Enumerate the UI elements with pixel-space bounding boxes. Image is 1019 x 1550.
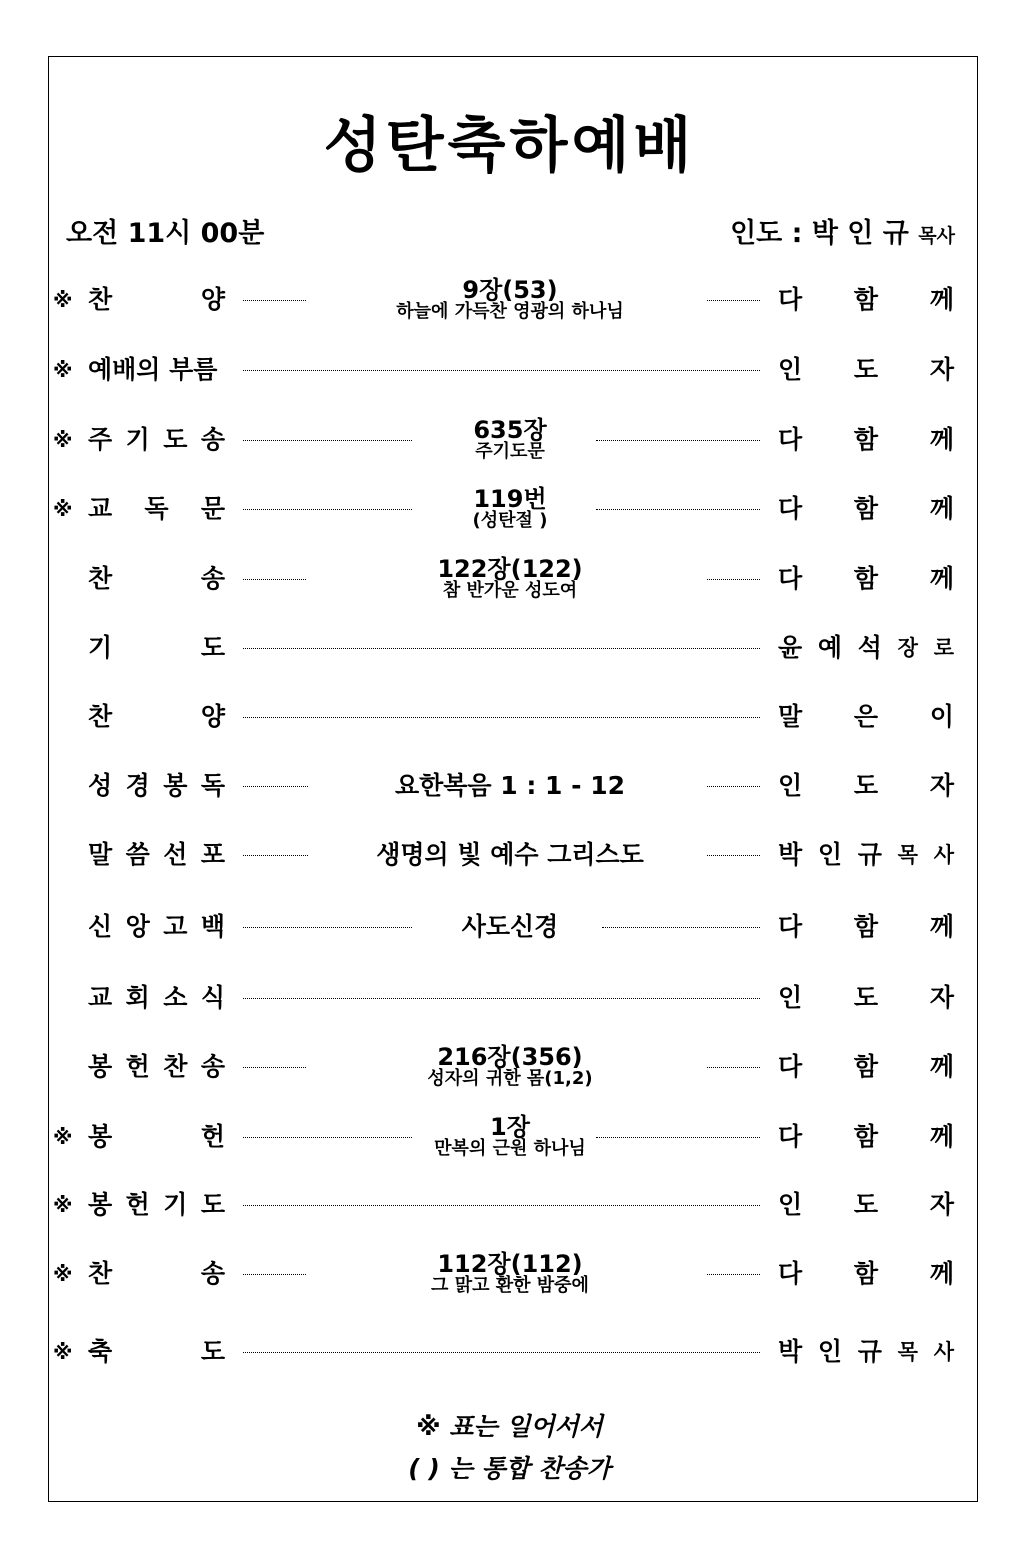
item-role-char: 께 — [929, 912, 954, 941]
item-role-char: 자 — [929, 983, 954, 1012]
standing-mark: ※ — [53, 1193, 73, 1217]
item-label-char: 앙 — [125, 912, 150, 941]
item-label-char: 기 — [88, 633, 113, 662]
hymn-title: (성탄절 ) — [472, 510, 548, 532]
item-role-char: 석 — [857, 633, 882, 662]
item-role-char: 도 — [853, 983, 879, 1012]
dotted-leader — [243, 717, 760, 718]
item-label-char: 교 — [88, 983, 113, 1012]
item-label — [88, 839, 225, 871]
item-label-char: 도 — [200, 1190, 225, 1219]
leader-prefix: 인도 : — [730, 218, 812, 249]
dotted-leader — [707, 855, 760, 856]
item-label-char: 독 — [144, 494, 169, 523]
item-role-char: 인 — [778, 1190, 803, 1219]
hymn-number: 112장(112) — [437, 1249, 583, 1278]
item-label-char: 봉 — [88, 1052, 113, 1081]
item-role-char: 함 — [853, 1122, 879, 1151]
service-item — [0, 410, 1019, 470]
item-label — [88, 284, 225, 316]
item-detail — [320, 1042, 700, 1090]
item-detail — [320, 554, 700, 602]
item-label-char: 기 — [125, 425, 150, 454]
item-label-char: 독 — [200, 771, 225, 800]
item-role — [778, 701, 954, 733]
item-label-char: 씀 — [125, 840, 150, 869]
item-role-char: 자 — [929, 771, 954, 800]
item-role-char: 함 — [853, 285, 879, 314]
item-detail — [320, 1112, 700, 1160]
item-role-char: 께 — [929, 1052, 954, 1081]
item-label-char: 찬 — [88, 285, 113, 314]
item-role — [778, 1051, 954, 1083]
service-time: 오전 11시 00분 — [66, 218, 265, 249]
dotted-leader — [707, 579, 760, 580]
item-role-char: 함 — [853, 494, 879, 523]
standing-mark: ※ — [53, 428, 73, 452]
item-role-char: 로 — [933, 636, 954, 660]
dotted-leader — [707, 786, 760, 787]
item-text: 사도신경 — [461, 911, 559, 941]
item-label-char: 봉 — [88, 1122, 113, 1151]
item-role-char: 장 — [897, 636, 918, 660]
item-label-char: 소 — [163, 983, 188, 1012]
item-role-char: 께 — [929, 285, 954, 314]
item-text: 요한복음 1 : 1 - 12 — [394, 770, 626, 800]
item-role-char: 사 — [933, 843, 954, 867]
service-item — [0, 968, 1019, 1028]
footer-note: ( ) 는 통합 찬송가 — [408, 1454, 611, 1483]
service-item — [0, 479, 1019, 539]
item-text: 생명의 빛 예수 그리스도 — [376, 839, 644, 869]
item-label — [88, 1189, 225, 1221]
leader-name: 박 인 규 — [811, 218, 909, 249]
item-label-char: 송 — [200, 1259, 225, 1288]
hymn-title: 주기도문 — [475, 441, 545, 463]
item-role-char: 목 — [897, 843, 918, 867]
service-item — [0, 687, 1019, 747]
item-label — [88, 701, 225, 733]
dotted-leader — [243, 370, 760, 371]
service-item — [0, 1244, 1019, 1304]
item-label-char: 기 — [163, 1190, 188, 1219]
item-label-char: 봉 — [163, 771, 188, 800]
service-item — [0, 270, 1019, 330]
dotted-leader — [243, 1274, 306, 1275]
item-label-char: 식 — [200, 983, 225, 1012]
service-item — [0, 1107, 1019, 1167]
standing-mark: ※ — [53, 1125, 73, 1149]
item-role — [778, 493, 954, 525]
item-role-char: 윤 — [778, 633, 803, 662]
standing-mark: ※ — [53, 1262, 73, 1286]
item-label — [88, 1051, 225, 1083]
item-role-char: 박 — [778, 1337, 803, 1366]
item-label-char: 도 — [200, 633, 225, 662]
hymn-number: 1장 — [490, 1112, 530, 1141]
dotted-leader — [243, 1352, 760, 1353]
item-label-char: 헌 — [200, 1122, 225, 1151]
item-role-char: 함 — [853, 425, 879, 454]
hymn-number: 635장 — [473, 415, 547, 444]
standing-mark: ※ — [53, 288, 73, 312]
item-role-char: 께 — [929, 425, 954, 454]
item-role-char: 규 — [857, 1337, 882, 1366]
service-item — [0, 756, 1019, 816]
item-role-char: 다 — [778, 494, 803, 523]
hymn-title: 참 반가운 성도여 — [442, 580, 578, 602]
item-role-char: 규 — [857, 840, 882, 869]
item-role-char: 함 — [853, 1259, 879, 1288]
item-role-char: 다 — [778, 285, 803, 314]
item-role-char: 예 — [817, 633, 843, 662]
item-label — [88, 354, 225, 386]
item-detail — [320, 484, 700, 532]
dotted-leader — [243, 786, 308, 787]
item-label-char: 송 — [200, 564, 225, 593]
item-role-char: 도 — [853, 771, 879, 800]
dotted-leader — [243, 579, 306, 580]
item-detail — [320, 839, 700, 869]
dotted-leader — [707, 300, 760, 301]
dotted-leader — [243, 1067, 306, 1068]
item-label-char: 고 — [163, 912, 188, 941]
item-label — [88, 770, 225, 802]
item-label — [88, 1258, 225, 1290]
item-role-char: 인 — [778, 771, 803, 800]
leader-title: 목사 — [918, 225, 955, 247]
dotted-leader — [243, 855, 308, 856]
service-item — [0, 1175, 1019, 1235]
item-label-char: 주 — [88, 425, 113, 454]
item-role-char: 다 — [778, 912, 803, 941]
item-role-char: 인 — [817, 1337, 843, 1366]
item-label-char: 찬 — [88, 564, 113, 593]
item-label-char: 송 — [200, 1052, 225, 1081]
item-label-char: 축 — [88, 1337, 113, 1366]
item-label-char: 헌 — [125, 1052, 150, 1081]
item-role-char: 다 — [778, 1122, 803, 1151]
item-role-char: 께 — [929, 564, 954, 593]
item-role-char: 께 — [929, 1259, 954, 1288]
item-role — [778, 839, 954, 871]
dotted-leader — [243, 998, 760, 999]
item-label-char: 도 — [163, 425, 188, 454]
service-item — [0, 618, 1019, 678]
item-label-char: 회 — [125, 983, 150, 1012]
item-role-char: 인 — [778, 355, 803, 384]
item-label-char: 선 — [163, 840, 188, 869]
hymn-title: 성자의 귀한 몸(1,2) — [427, 1068, 593, 1090]
dotted-leader — [243, 1205, 760, 1206]
item-role-char: 함 — [853, 564, 879, 593]
item-label — [88, 493, 225, 525]
item-role-char: 다 — [778, 1052, 803, 1081]
item-label-char: 경 — [125, 771, 150, 800]
item-role-char: 께 — [929, 494, 954, 523]
item-role-char: 다 — [778, 425, 803, 454]
item-label — [88, 982, 225, 1014]
item-label-char: 신 — [88, 912, 113, 941]
hymn-title: 만복의 근원 하나님 — [434, 1138, 586, 1160]
item-role — [778, 284, 954, 316]
item-role-char: 도 — [853, 355, 879, 384]
item-detail — [320, 1249, 700, 1297]
service-item — [0, 897, 1019, 957]
dotted-leader — [243, 300, 306, 301]
service-item — [0, 825, 1019, 885]
item-role-char: 인 — [778, 983, 803, 1012]
hymn-title: 하늘에 가득찬 영광의 하나님 — [396, 301, 624, 323]
item-label-char: 성 — [88, 771, 113, 800]
item-label-char: 문 — [200, 494, 225, 523]
dotted-leader — [243, 648, 760, 649]
service-item — [0, 1322, 1019, 1382]
item-role — [778, 1258, 954, 1290]
item-role — [778, 424, 954, 456]
item-role — [778, 982, 954, 1014]
item-role-char: 목 — [897, 1340, 918, 1364]
standing-mark: ※ — [53, 497, 73, 521]
service-item — [0, 1037, 1019, 1097]
item-role — [778, 1189, 954, 1221]
item-label — [88, 424, 225, 456]
item-label-char: 찬 — [88, 1259, 113, 1288]
item-label-char: 교 — [88, 494, 113, 523]
item-detail — [320, 415, 700, 463]
item-label-char: 찬 — [163, 1052, 188, 1081]
item-label-char: 양 — [200, 702, 225, 731]
item-detail — [320, 770, 700, 800]
hymn-number: 9장(53) — [462, 275, 558, 304]
item-role-char: 자 — [929, 355, 954, 384]
item-label — [88, 632, 225, 664]
item-role — [778, 1121, 954, 1153]
item-label-char: 포 — [200, 840, 225, 869]
hymn-title: 그 맑고 환한 밤중에 — [431, 1275, 589, 1297]
item-label-char: 예배의 부름 — [88, 355, 218, 384]
item-role-char: 은 — [853, 702, 879, 731]
item-label — [88, 563, 225, 595]
item-role-char: 사 — [933, 1340, 954, 1364]
item-role-char: 자 — [929, 1190, 954, 1219]
service-item — [0, 549, 1019, 609]
item-label-char: 송 — [200, 425, 225, 454]
item-role-char: 함 — [853, 912, 879, 941]
item-label — [88, 911, 225, 943]
dotted-leader — [707, 1067, 760, 1068]
item-role — [778, 563, 954, 595]
hymn-number: 119번 — [473, 484, 547, 513]
item-label-char: 백 — [200, 912, 225, 941]
item-role — [778, 354, 954, 386]
standing-mark: ※ — [53, 358, 73, 382]
item-label-char: 말 — [88, 840, 113, 869]
hymn-number: 216장(356) — [437, 1042, 583, 1071]
page-title: 성탄축하예배 — [323, 111, 696, 181]
item-label — [88, 1336, 225, 1368]
item-detail — [320, 911, 700, 941]
dotted-leader — [707, 1274, 760, 1275]
item-role — [778, 632, 954, 664]
item-label-char: 도 — [200, 1337, 225, 1366]
item-role-char: 인 — [817, 840, 843, 869]
item-role — [778, 911, 954, 943]
item-role-char: 다 — [778, 564, 803, 593]
item-role-char: 함 — [853, 1052, 879, 1081]
item-role — [778, 1336, 954, 1368]
item-label — [88, 1121, 225, 1153]
item-label-char: 헌 — [125, 1190, 150, 1219]
item-role-char: 도 — [853, 1190, 879, 1219]
standing-mark: ※ — [53, 1340, 73, 1364]
item-role-char: 말 — [778, 702, 803, 731]
hymn-number: 122장(122) — [437, 554, 583, 583]
item-label-char: 찬 — [88, 702, 113, 731]
service-leader — [730, 216, 955, 254]
item-label-char: 봉 — [88, 1190, 113, 1219]
item-role — [778, 770, 954, 802]
item-detail — [320, 275, 700, 323]
item-label-char: 양 — [200, 285, 225, 314]
item-role-char: 께 — [929, 1122, 954, 1151]
item-role-char: 다 — [778, 1259, 803, 1288]
footer-note: ※ 표는 일어서서 — [416, 1412, 603, 1441]
item-role-char: 이 — [929, 702, 954, 731]
service-item — [0, 340, 1019, 400]
item-role-char: 박 — [778, 840, 803, 869]
